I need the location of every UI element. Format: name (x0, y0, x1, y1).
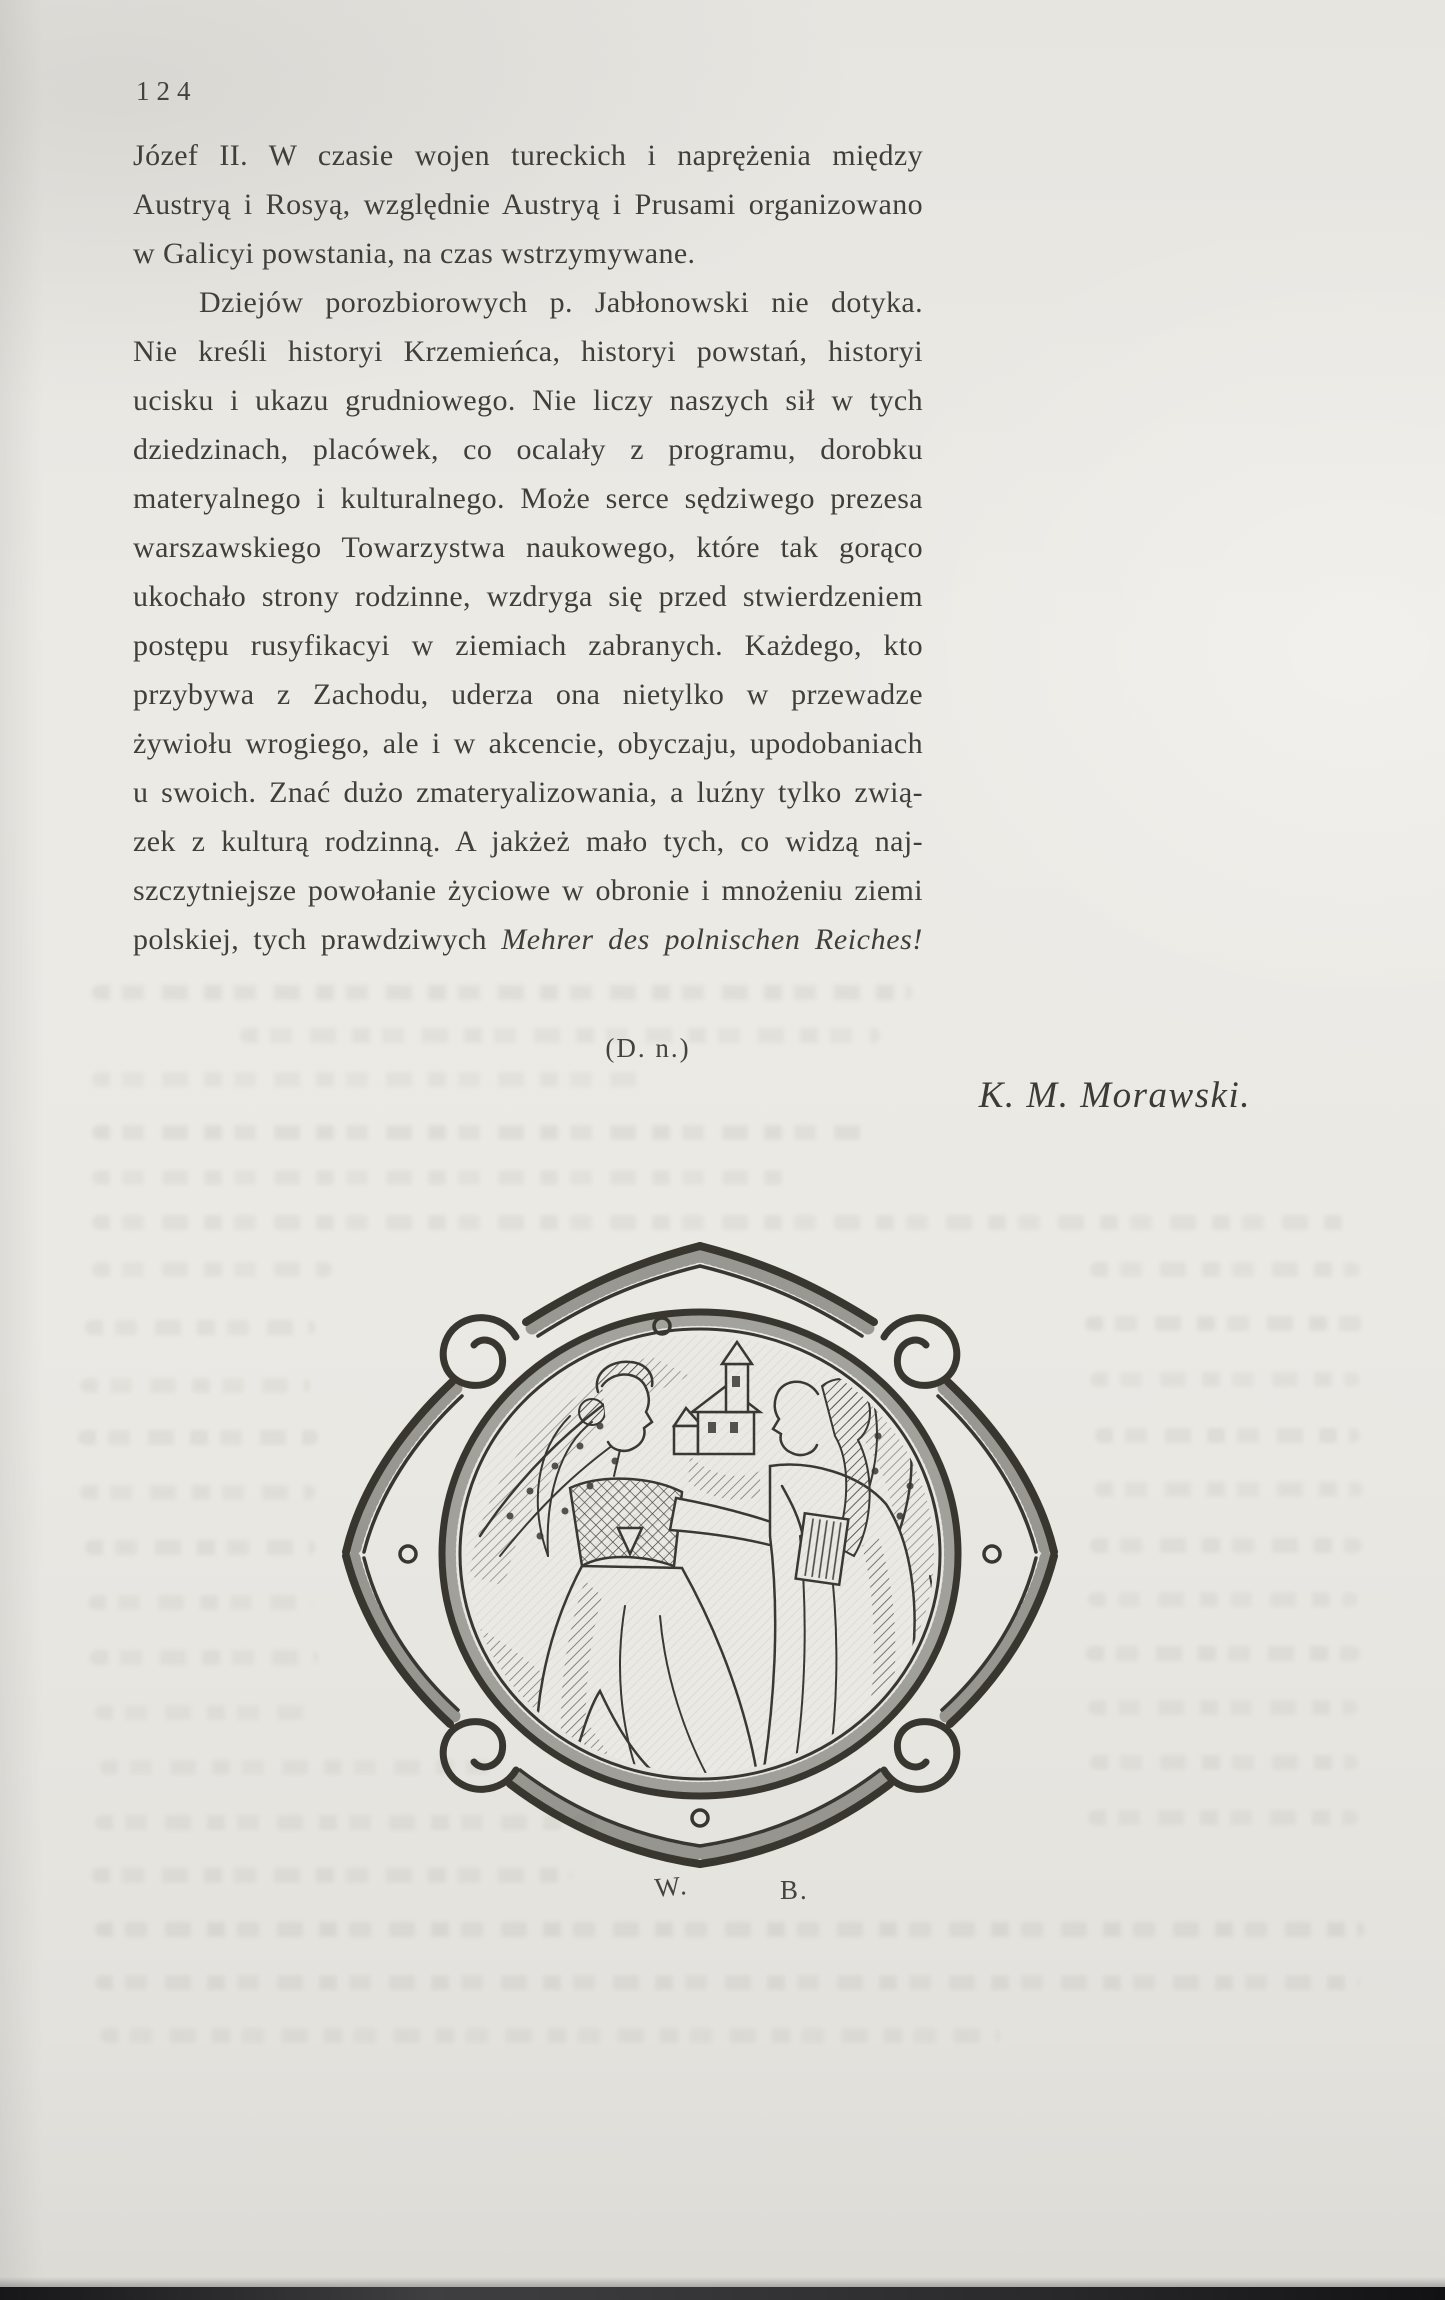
bleed-through-text-line (1090, 1262, 1360, 1277)
bleed-through-text-line (92, 1072, 652, 1087)
text-segment: polskiej, tych prawdziwych (133, 923, 502, 956)
bleed-through-text-line (1090, 1372, 1360, 1387)
body-text (133, 131, 923, 964)
bleed-through-text-line (90, 1650, 318, 1665)
bleed-through-text-line (92, 985, 912, 1000)
bleed-through-text-line (92, 1125, 872, 1140)
text-line: Nie kreśli historyi Krzemieńca, historyi powstań, historyi (133, 335, 923, 368)
bleed-through-text-line (95, 1975, 1360, 1990)
text-line: dziedzinach, placówek, co ocalały z programu, dorobku (133, 433, 923, 466)
text-line: Józef II. W czasie wojen tureckich i naprężenia między (133, 139, 923, 172)
text-line: Dziejów porozbiorowych p. Jabłonowski nie dotyka. (199, 286, 923, 319)
text-line: warszawskiego Towarzystwa naukowego, które tak gorąco (133, 531, 923, 564)
bleed-through-text-line (1095, 1482, 1363, 1497)
text-line: materyalnego i kulturalnego. Może serce sędziwego prezesa (133, 482, 923, 515)
woodcut-vignette (330, 1236, 1070, 1912)
bleed-through-text-line (1095, 1428, 1360, 1443)
bleed-through-text-line (92, 1215, 1352, 1230)
bleed-through-text-line (85, 1540, 315, 1555)
engraver-initial-b: B. (780, 1875, 809, 1905)
text-line: szczytniejsze powołanie życiowe w obronie i mnożeniu ziemi (133, 874, 923, 907)
text-line: zek z kulturą rodzinną. A jakżeż mało tych, co widzą naj- (133, 825, 923, 858)
continuation-mark: (D. n.) (605, 1033, 691, 1063)
bleed-through-text-line (1088, 1592, 1358, 1607)
bleed-through-text-line (85, 1320, 315, 1335)
bleed-through-text-line (88, 1595, 313, 1610)
bleed-through-text-line (92, 1262, 332, 1277)
text-line: żywiołu wrogiego, ale i w akcencie, obyczaju, upodobaniach (133, 727, 923, 760)
bleed-through-text-line (1088, 1700, 1358, 1715)
bleed-through-text-line (1090, 1755, 1358, 1770)
bleed-through-text-line (95, 1922, 1365, 1937)
photo-bottom-edge (0, 2287, 1445, 2300)
author-signature: K. M. Morawski. (978, 1075, 1251, 1116)
bleed-through-text-line (1088, 1810, 1358, 1825)
text-line (133, 915, 923, 964)
bleed-through-text-line (240, 1028, 880, 1043)
bleed-through-text-line (100, 2028, 1000, 2043)
page-bottom-shadow (0, 2277, 1445, 2287)
bleed-through-text-line (80, 1485, 315, 1500)
bleed-through-text-line (78, 1430, 318, 1445)
text-line: w Galicyi powstania, na czas wstrzymywane. (133, 237, 696, 270)
text-line: ucisku i ukazu grudniowego. Nie liczy naszych sił w tych (133, 384, 923, 417)
text-line: Austryą i Rosyą, względnie Austryą i Prusami organizowano (133, 188, 923, 221)
text-line: u swoich. Znać dużo zmateryalizowania, a luźny tylko zwią- (133, 776, 923, 809)
bleed-through-text-line (1090, 1538, 1362, 1553)
text-line: przybywa z Zachodu, uderza ona nietylko w przewadze (133, 678, 923, 711)
bleed-through-text-line (1085, 1316, 1365, 1331)
bleed-through-text-line (80, 1378, 310, 1393)
bleed-through-text-line (95, 1705, 320, 1720)
bleed-through-text-line (92, 1170, 792, 1185)
page-number: 124 (136, 76, 198, 106)
text-line: ukochało strony rodzinne, wzdryga się przed stwierdzeniem (133, 580, 923, 613)
bleed-through-text-line (1086, 1646, 1360, 1661)
text-line: postępu rusyfikacyi w ziemiach zabranych. Każdego, kto (133, 629, 923, 662)
engraver-initial-w: W. (653, 1870, 690, 1903)
emphasized-foreign-phrase: Mehrer des polnischen Reiches! (501, 923, 923, 956)
